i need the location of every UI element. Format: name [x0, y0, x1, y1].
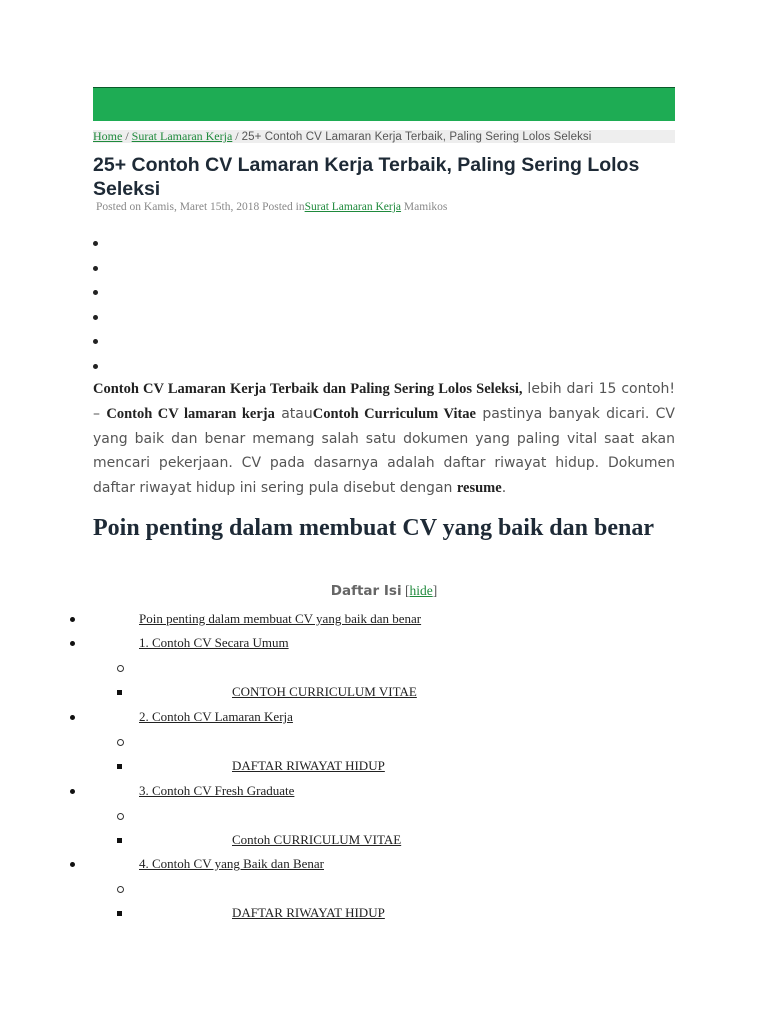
bullet-dot — [70, 641, 75, 646]
intro-text: . — [501, 480, 507, 497]
toc-link[interactable]: 1. Contoh CV Secara Umum — [139, 635, 289, 650]
breadcrumb-home-link[interactable]: Home — [93, 130, 123, 143]
bullet-square — [117, 911, 122, 916]
toc-link[interactable]: Poin penting dalam membuat CV yang baik dan benar — [139, 611, 422, 626]
breadcrumb — [93, 130, 675, 143]
bullet-circle — [117, 813, 124, 820]
toc-subitem — [0, 903, 768, 923]
breadcrumb-separator: / — [232, 130, 242, 143]
bullet-circle — [117, 665, 124, 672]
bullet-dot — [70, 862, 75, 867]
toc-subitem — [0, 756, 768, 776]
intro-bold-curriculum: Contoh Curriculum Vitae — [312, 405, 476, 422]
toc-link[interactable]: 4. Contoh CV yang Baik dan Benar — [139, 856, 324, 871]
toc-title: Daftar Isi — [330, 583, 402, 599]
toc-sublink[interactable]: DAFTAR RIWAYAT HIDUP — [232, 905, 385, 920]
bullet-square — [117, 690, 122, 695]
intro-bold-lead: Contoh CV Lamaran Kerja Terbaik dan Paling Sering Lolos Seleksi, — [93, 381, 523, 397]
bullet-square — [117, 764, 122, 769]
bullet-square — [117, 838, 122, 843]
post-author: Mamikos — [403, 201, 448, 213]
toc-sublink[interactable]: CONTOH CURRICULUM VITAE — [232, 684, 417, 699]
post-category-link[interactable]: Surat Lamaran Kerja — [304, 201, 402, 213]
toc-link[interactable]: 2. Contoh CV Lamaran Kerja — [139, 709, 293, 724]
toc-item — [0, 854, 768, 874]
toc-subitem-empty — [0, 732, 768, 752]
toc-subitem — [0, 830, 768, 850]
bullet-dot — [70, 789, 75, 794]
toc-item — [0, 633, 768, 653]
toc-header — [0, 583, 768, 599]
bullet-dot — [70, 715, 75, 720]
intro-bold-resume: resume — [456, 480, 502, 497]
toc-sublink[interactable]: DAFTAR RIWAYAT HIDUP — [232, 758, 385, 773]
bullet-circle — [117, 739, 124, 746]
header-bar — [93, 87, 675, 121]
toc-item — [0, 781, 768, 801]
toc-subitem-empty — [0, 806, 768, 826]
posted-on-label: Posted on — [96, 201, 144, 213]
toc-subitem-empty — [0, 658, 768, 678]
intro-text: atau — [274, 405, 313, 422]
toc-subitem-empty — [0, 879, 768, 899]
breadcrumb-category-link[interactable]: Surat Lamaran Kerja — [131, 130, 233, 143]
toc-bracket: [ — [401, 583, 410, 598]
bullet-dot — [70, 617, 75, 622]
toc-sublink[interactable]: Contoh CURRICULUM VITAE — [232, 832, 402, 847]
article-meta — [96, 201, 447, 213]
intro-text: lebih dari 15 contoh! – — [93, 381, 675, 422]
toc-bracket: ] — [432, 583, 438, 598]
toc-hide-link[interactable]: hide — [409, 583, 433, 598]
intro-paragraph — [93, 377, 675, 501]
toc-item — [0, 609, 768, 629]
article-title: 25+ Contoh CV Lamaran Kerja Terbaik, Paling Sering Lolos Seleksi — [93, 154, 640, 200]
breadcrumb-current: 25+ Contoh CV Lamaran Kerja Terbaik, Paling Sering Lolos Seleksi — [241, 131, 592, 143]
posted-in-label: Posted in — [259, 201, 305, 213]
intro-bold-cv: Contoh CV lamaran kerja — [106, 405, 275, 422]
post-date: Kamis, Maret 15th, 2018 — [143, 201, 260, 213]
toc-link[interactable]: 3. Contoh CV Fresh Graduate — [139, 783, 295, 798]
breadcrumb-separator: / — [122, 130, 132, 143]
toc-subitem — [0, 682, 768, 702]
bullet-circle — [117, 886, 124, 893]
toc-item — [0, 707, 768, 727]
section-heading: Poin penting dalam membuat CV yang baik dan benar — [93, 515, 654, 541]
intro-text: pastinya banyak dicari. CV yang baik dan benar memang salah satu dokumen yang paling vital saat akan mencari pekerjaan. CV pada dasarnya adalah daftar riwayat hidup. Dokumen daftar riwayat hidup ini sering pula disebut dengan — [93, 405, 676, 497]
